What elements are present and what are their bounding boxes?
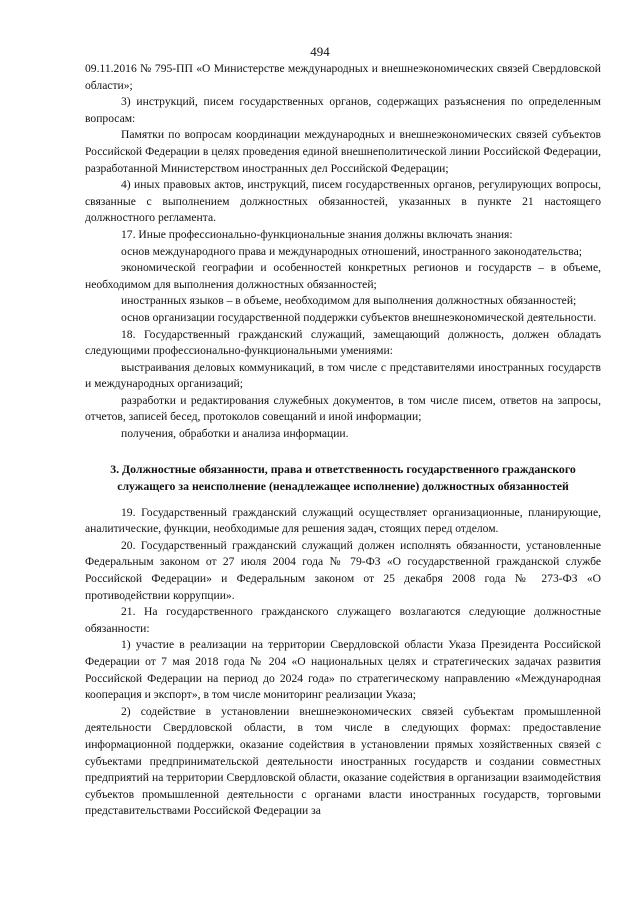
paragraph: 3) инструкций, писем государственных органов, содержащих разъяснения по определенным вопросам: bbox=[85, 95, 601, 125]
paragraph: 20. Государственный гражданский служащий должен исполнять обязанности, установленные Федеральным законом от 27 июля 2004 года № 79-ФЗ «О государственной гражданской службе Российской Федерации» и Федеральным законом от 25 декабря 2008 года № 273-ФЗ «О противодействии коррупции». bbox=[85, 538, 601, 602]
page-number: 494 bbox=[310, 44, 330, 59]
paragraph: основ организации государственной поддержки субъектов внешнеэкономической деятельности. bbox=[121, 310, 597, 324]
paragraph: Памятки по вопросам координации международных и внешнеэкономических связей субъектов Российской Федерации в целях проведения единой внешнеполитической линии Российской Федерации, разработанной Министерством иностранных дел Российской Федерации; bbox=[85, 128, 601, 175]
paragraph: выстраивания деловых коммуникаций, в том числе с представителями иностранных государств и международных организаций; bbox=[85, 360, 601, 391]
section-heading: 3. Должностные обязанности, права и ответственность государственного гражданского служащего за неисполнение (ненадлежащее исполнение) должностных обязанностей bbox=[110, 461, 576, 493]
document-body bbox=[85, 61, 601, 820]
paragraph: основ международного права и международных отношений, иностранного законодательства; bbox=[121, 244, 582, 258]
paragraph: иностранных языков – в объеме, необходимом для выполнения должностных обязанностей; bbox=[121, 294, 577, 308]
paragraph: 21. На государственного гражданского служащего возлагаются следующие должностные обязанности: bbox=[85, 605, 601, 635]
paragraph: разработки и редактирования служебных документов, в том числе писем, ответов на запросы, отчетов, записей бесед, протоколов совещаний и иной информации; bbox=[85, 393, 601, 424]
paragraph: 09.11.2016 № 795-ПП «О Министерстве международных и внешнеэкономических связей Свердловской области»; bbox=[85, 62, 601, 92]
paragraph: 2) содействие в установлении внешнеэкономических связей субъектам промышленной деятельности Свердловской области, в том числе в следующих формах: предоставление информационной поддержки, оказание содействия в установлении прямых хозяйственных связей с субъектами предпринимательской деятельности иностранных государств и создании совместных предприятий на территории Свердловской области, оказание содействия в организации взаимодействия субъектов промышленной деятельности с органами власти иностранных государств, торговыми представительствами Российской Федерации за bbox=[85, 704, 601, 818]
paragraph: 17. Иные профессионально-функциональные знания должны включать знания: bbox=[121, 227, 513, 241]
paragraph: 19. Государственный гражданский служащий осуществляет организационные, планирующие, аналитические, функции, необходимые для решения задач, стоящих перед отделом. bbox=[85, 505, 601, 536]
paragraphs-after bbox=[85, 505, 601, 820]
paragraph: экономической географии и особенностей конкретных регионов и государств – в объеме, необходимом для выполнения должностных обязанностей; bbox=[85, 261, 601, 291]
paragraph: 1) участие в реализации на территории Свердловской области Указа Президента Российской Федерации от 7 мая 2018 года № 204 «О национальных целях и стратегических задачах развития Российской Федерации на период до 2024 года» по стратегическому направлению «Международная кооперация и экспорт», в том числе мониторинг реализации Указа; bbox=[85, 638, 601, 702]
paragraphs-before bbox=[85, 61, 601, 443]
paragraph: получения, обработки и анализа информации. bbox=[121, 427, 349, 441]
paragraph: 4) иных правовых актов, инструкций, писем государственных органов, регулирующих вопросы, связанные с выполнением должностных обязанностей, указанных в пункте 21 настоящего должностного регламента. bbox=[85, 178, 601, 225]
paragraph: 18. Государственный гражданский служащий, замещающий должность, должен обладать следующими профессионально-функциональными умениями: bbox=[85, 327, 601, 358]
